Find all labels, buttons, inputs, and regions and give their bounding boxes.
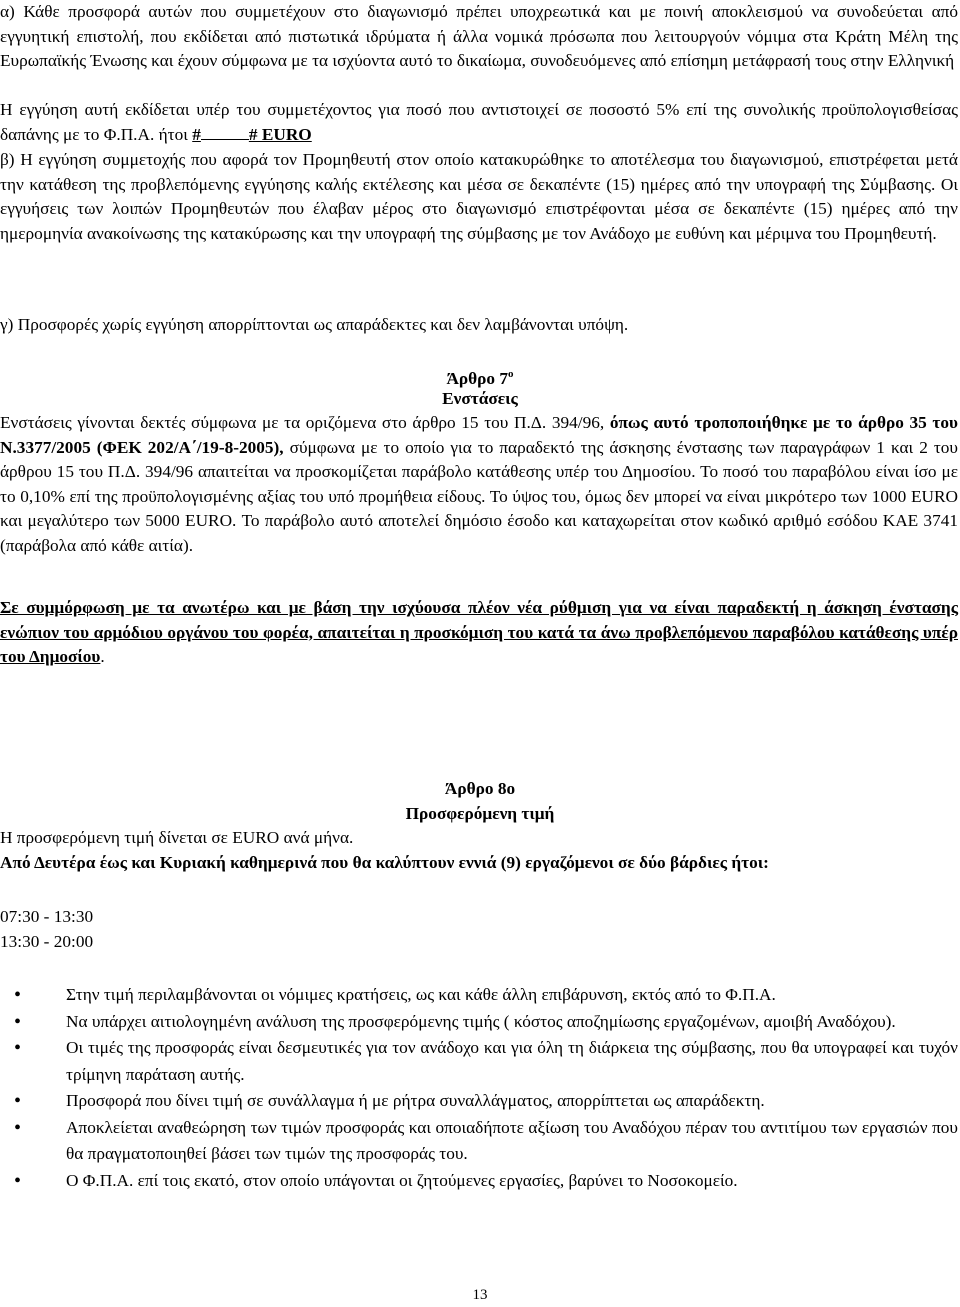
list-item bbox=[0, 1035, 958, 1088]
page-number bbox=[0, 1286, 960, 1304]
article-7-paragraph-2 bbox=[0, 596, 958, 670]
paragraph-alpha bbox=[0, 0, 958, 74]
shift-1-text: 07:30 - 13:30 bbox=[0, 907, 94, 926]
article-7-p1-bold: όπως αυτό τροποποιήθηκε με το άρθρο 35 του Ν.3377/2005 (ΦΕΚ 202/Α΄/19-8-2005), bbox=[0, 413, 959, 457]
price-conditions-list bbox=[0, 982, 958, 1194]
list-item-text: Αποκλείεται αναθεώρηση των τιμών προσφοράς και οποιαδήποτε αξίωση του Αναδόχου πέραν του αντιτίμου των εργασιών που θα πραγματοποιηθεί βάσει των τιμών της προσφοράς του. bbox=[66, 1117, 958, 1163]
gamma-text: γ) Προσφορές χωρίς εγγύηση απορρίπτονται ως απαράδεκτες και δεν λαμβάνονται υπόψη. bbox=[0, 315, 629, 334]
article-7-subtitle bbox=[0, 387, 960, 412]
amount-hash-end: # EURO bbox=[248, 124, 312, 144]
article-8-subtitle-text: Προσφερόμενη τιμή bbox=[405, 804, 555, 823]
bullet-icon: • bbox=[14, 1010, 22, 1033]
article-8-title-text: Άρθρο 8ο bbox=[444, 779, 516, 798]
article-7-p1-d: . Το ποσό του παραβόλου είναι ίσο με το 0,10% επί της προϋπολογισμένης αξίας του υπό προμήθεια είδους. Το ύψος του, όμως δεν μπορεί να είναι μικρότερο των 1000 EURO και μεγαλύτερο των 5000 EURO. Το παράβολο αυτό αποτελεί δημόσιο έσοδο και καταχωρείται στον κωδικό αριθμό εσόδου ΚΑΕ 3741 (παράβολα από κάθε αιτία). bbox=[0, 462, 958, 555]
public-link[interactable]: Δημοσίου bbox=[621, 462, 692, 482]
shift-2-text: 13:30 - 20:00 bbox=[0, 932, 94, 951]
article-7-title-sup: ο bbox=[508, 368, 514, 380]
list-item-text: Προσφορά που δίνει τιμή σε συνάλλαγμα ή με ρήτρα συναλλάγματος, απορρίπτεται ως απαράδεκτη. bbox=[66, 1091, 765, 1110]
contract-link[interactable]: Σύμβασης bbox=[860, 174, 931, 194]
list-item bbox=[0, 982, 958, 1009]
list-item bbox=[0, 1088, 958, 1115]
bullet-icon: • bbox=[14, 984, 22, 1006]
price-intro-line bbox=[0, 826, 958, 851]
article-7-paragraph-1 bbox=[0, 411, 958, 559]
shift-2 bbox=[0, 930, 958, 955]
article-8-subtitle bbox=[0, 802, 960, 827]
amount-blank bbox=[201, 125, 249, 140]
article-7-title-text: Άρθρο 7 bbox=[446, 368, 509, 388]
bullet-icon: • bbox=[14, 1037, 22, 1059]
article-7-p2-tail: . bbox=[100, 647, 105, 667]
article-7-p2-bold-underlined: Σε συμμόρφωση με τα ανωτέρω και με βάση την ισχύουσα πλέον νέα ρύθμιση για να είναι παραδεκτή η άσκηση ένστασης ενώπιον του αρμόδιου οργάνου του φορέα, απαιτείται η προσκόμιση του κατά τα άνω προβλεπόμενου παραβόλου κατάθεσης υπέρ του Δημοσίου bbox=[0, 598, 958, 667]
paragraph-gamma bbox=[0, 313, 958, 338]
paragraph-alpha-text: α) Κάθε προσφορά αυτών που συμμετέχουν στο διαγωνισμό πρέπει υποχρεωτικά και με ποινή αποκλεισμού να συνοδεύεται από εγγυητική επιστολή, που εκδίδεται από πιστωτικά ιδρύματα ή άλλα νομικά πρόσωπα που λειτουργούν νόμιμα στα Κράτη Μέλη της Ευρωπαϊκής Ένωσης και έχουν σύμφωνα με τα ισχύοντα αυτό το δικαίωμα, συνοδευόμενες από επίσημη μετάφρασή τους στην Ελληνική bbox=[0, 2, 958, 71]
paragraph-guarantee bbox=[0, 98, 958, 147]
list-item-text: Οι τιμές της προσφοράς είναι δεσμευτικές για τον ανάδοχο και για όλη τη διάρκεια της σύμβασης, που θα υπογραφεί και τυχόν τρίμηνη παράταση αυτής. bbox=[66, 1038, 958, 1084]
bullet-icon: • bbox=[14, 1116, 22, 1139]
price-intro-text: Η προσφερόμενη τιμή δίνεται σε EURO ανά μήνα. bbox=[0, 828, 354, 847]
article-8-title bbox=[0, 777, 960, 802]
bullet-icon: • bbox=[14, 1169, 22, 1192]
guarantee-text: Η εγγύηση αυτή εκδίδεται υπέρ του συμμετέχοντος για ποσό που αντιστοιχεί σε ποσοστό 5% επί της συνολικής προϋπολογισθείσας δαπάνης με το Φ.Π.Α. ήτοι bbox=[0, 100, 958, 144]
list-item-text: Στην τιμή περιλαμβάνονται οι νόμιμες κρατήσεις, ως και κάθε άλλη επιβάρυνση, εκτός από το Φ.Π.Α. bbox=[66, 985, 776, 1004]
schedule-line bbox=[0, 851, 958, 876]
list-item bbox=[0, 1168, 958, 1195]
beta-text-2: . Οι εγγυήσεις των λοιπών Προμηθευτών που έλαβαν μέρος στο διαγωνισμό επιστρέφονται μέσα σε δεκαπέντε (15) ημέρες από την ημερομηνία ανακοίνωσης της κατακύρωσης και την υπογραφή της σύμβασης με τον Ανάδοχο με ευθύνη και μέριμνα του Προμηθευτή. bbox=[0, 174, 958, 243]
article-7-subtitle-text: Ενστάσεις bbox=[442, 389, 518, 408]
paragraph-beta bbox=[0, 148, 958, 246]
shift-1 bbox=[0, 905, 958, 930]
list-item bbox=[0, 1115, 958, 1168]
schedule-text: Από Δευτέρα έως και Κυριακή καθημερινά που θα καλύπτουν εννιά (9) εργαζόμενοι σε δύο βάρδιες ήτοι: bbox=[0, 853, 769, 872]
amount-hash-start: # bbox=[192, 124, 201, 144]
list-item-text: Να υπάρχει αιτιολογημένη ανάλυση της προσφερόμενης τιμής ( κόστος αποζημίωσης εργαζομένων, αμοιβή Αναδόχου). bbox=[66, 1011, 896, 1031]
list-item bbox=[0, 1009, 958, 1036]
article-7-p1-a: Ενστάσεις γίνονται δεκτές σύμφωνα με τα οριζόμενα στο άρθρο 15 του Π.Δ. 394/96, bbox=[0, 413, 610, 432]
beta-text-1: β) Η εγγύηση συμμετοχής που αφορά τον Προμηθευτή στον οποίο κατακυρώθηκε το αποτέλεσμα του διαγωνισμού, επιστρέφεται μετά την κατάθεση της προβλεπόμενης εγγύησης καλής εκτέλεσης και μέσα σε δεκαπέντε (15) ημέρες από την υπογραφή της bbox=[0, 150, 958, 194]
list-item-text: Ο Φ.Π.Α. επί τοις εκατό, στον οποίο υπάγονται οι ζητούμενες εργασίες, βαρύνει το Νοσοκομείο. bbox=[66, 1170, 738, 1190]
bullet-icon: • bbox=[14, 1090, 22, 1112]
page-number-text: 13 bbox=[472, 1287, 488, 1303]
article-7-p1-c: σύμφωνα με το οποίο για το παραδεκτό της άσκησης ένστασης των παραγράφων 1 και 2 του άρθρου 15 του Π.Δ. 394/96 απαιτείται να προσκομίζεται παράβολο κατάθεσης υπέρ του bbox=[0, 437, 958, 482]
